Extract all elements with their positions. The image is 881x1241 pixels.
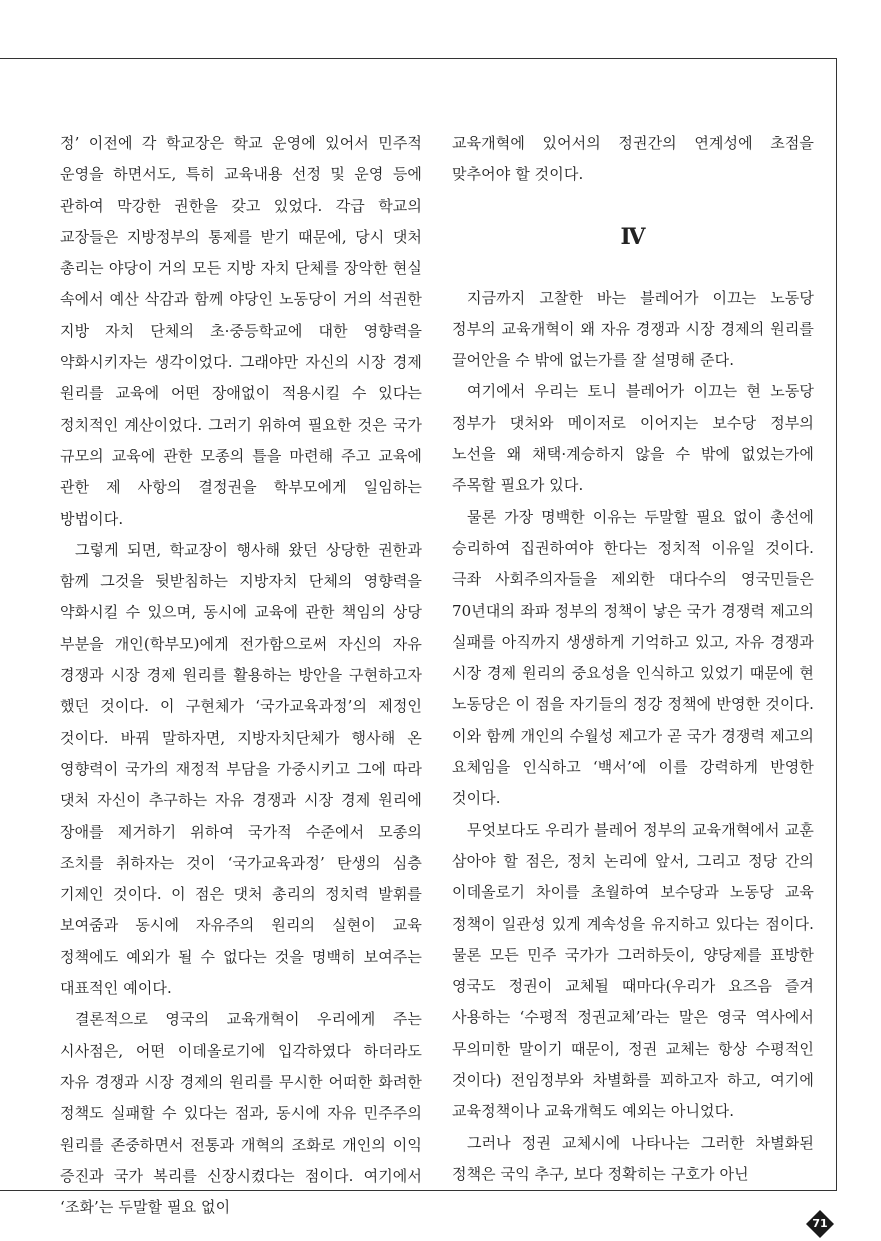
right-text-column [452, 128, 814, 1190]
left-text-column [60, 128, 422, 1223]
paragraph: 지금까지 고찰한 바는 블레어가 이끄는 노동당 정부의 교육개혁이 왜 자유 경쟁과 시장 경제의 원리를 끌어안을 수 밖에 없는가를 잘 설명해 준다. [452, 288, 814, 370]
paragraph: 결론적으로 영국의 교육개혁이 우리에게 주는 시사점은, 어떤 이데올로기에 입각하였다 하더라도 자유 경쟁과 시장 경제의 원리를 무시한 어떠한 화려한 정책도 실패할 수 있다는 점과, 동시에 자유 민주주의 원리를 존중하면서 전통과 개혁의 조화로 개인의 이익 증진과 국가 복리를 신장시켰다는 점이다. 여기에서 ‘조화’는 두말할 필요 없이 [60, 1010, 422, 1217]
page-number-badge [806, 1210, 834, 1238]
paragraph: 무엇보다도 우리가 블레어 정부의 교육개혁에서 교훈 삼아야 할 점은, 정치 논리에 앞서, 그리고 정당 간의 이데올로기 차이를 초월하여 보수당과 노동당 교육 정책이 일관성 있게 계속성을 유지하고 있다는 점이다. 물론 모든 민주 국가가 그러하듯이, 양당제를 표방한 영국도 정권이 교체될 때마다(우리가 요즈음 즐겨 사용하는 ‘수평적 정권교체’라는 말은 영국 역사에서 무의미한 말이기 때문이, 정권 교체는 항상 수평적인 것이다) 전임정부와 차별화를 꾀하고자 하고, 여기에 교육정책이나 교육개혁도 예외는 아니었다. [452, 820, 814, 1121]
section-heading: Ⅳ [620, 223, 646, 250]
top-border-rule [0, 58, 836, 59]
page-number: 71 [812, 1217, 828, 1230]
paragraph: 교육개혁에 있어서의 정권간의 연계성에 초점을 맞추어야 할 것이다. [452, 134, 814, 184]
paragraph: 그러나 정권 교체시에 나타나는 그러한 차별화된 정책은 국익 추구, 보다 정확히는 구호가 아닌 [452, 1133, 814, 1183]
paragraph: 정’ 이전에 각 학교장은 학교 운영에 있어서 민주적 운영을 하면서도, 특히 교육내용 선정 및 운영 등에 관하여 막강한 권한을 갖고 있었다. 각급 학교의 교장들은 지방정부의 통제를 받기 때문에, 당시 댓처 총리는 야당이 거의 모든 지방 자치 단체를 장악한 현실 속에서 예산 삭감과 함께 야당인 노동당이 거의 석권한 지방 자치 단체의 초·중등학교에 대한 영향력을 약화시키자는 생각이었다. 그래야만 자신의 시장 경제 원리를 교육에 어떤 장애없이 적용시킬 수 있다는 정치적인 계산이었다. 그러기 위하여 필요한 것은 국가 규모의 교육에 관한 모종의 틀을 마련해 주고 교육에 관한 제 사항의 결정권을 학부모에게 일임하는 방법이다. [60, 134, 422, 528]
right-border-rule [836, 58, 837, 1190]
paragraph: 물론 가장 명백한 이유는 두말할 필요 없이 총선에 승리하여 집권하여야 한다는 정치적 이유일 것이다. 극좌 사회주의자들을 제외한 대다수의 영국민들은 70년대의 좌파 정부의 정책이 낳은 국가 경쟁력 제고의 실패를 아직까지 생생하게 기억하고 있고, 자유 경쟁과 시장 경제 원리의 중요성을 인식하고 있었기 때문에 현 노동당은 이 점을 자기들의 정강 정책에 반영한 것이다. 이와 함께 개인의 수월성 제고가 곧 국가 경쟁력 제고의 요체임을 인식하고 ‘백서’에 이를 강력하게 반영한 것이다. [452, 507, 814, 808]
paragraph: 여기에서 우리는 토니 블레어가 이끄는 현 노동당 정부가 댓처와 메이저로 이어지는 보수당 정부의 노선을 왜 채택·계승하지 않을 수 밖에 없었는가에 주목할 필요가 있다. [452, 382, 814, 495]
paragraph: 그렇게 되면, 학교장이 행사해 왔던 상당한 권한과 함께 그것을 뒷받침하는 지방자치 단체의 영향력을 약화시킬 수 있으며, 동시에 교육에 관한 책임의 상당 부분을 개인(학부모)에게 전가함으로써 자신의 자유 경쟁과 시장 경제 원리를 활용하는 방안을 구현하고자 했던 것이다. 이 구현체가 ‘국가교육과정’의 제정인 것이다. 바꿔 말하자면, 지방자치단체가 행사해 온 영향력이 국가의 재정적 부담을 가중시키고 그에 따라 댓처 자신이 추구하는 자유 경쟁과 시장 경제 원리에 장애를 제거하기 위하여 국가적 수준에서 모종의 조치를 취하자는 것이 ‘국가교육과정’ 탄생의 심층 기제인 것이다. 이 점은 댓처 총리의 정치력 발휘를 보여줌과 동시에 자유주의 원리의 실현이 교육 정책에도 예외가 될 수 없다는 것을 명백히 보여주는 대표적인 예이다. [60, 540, 422, 998]
